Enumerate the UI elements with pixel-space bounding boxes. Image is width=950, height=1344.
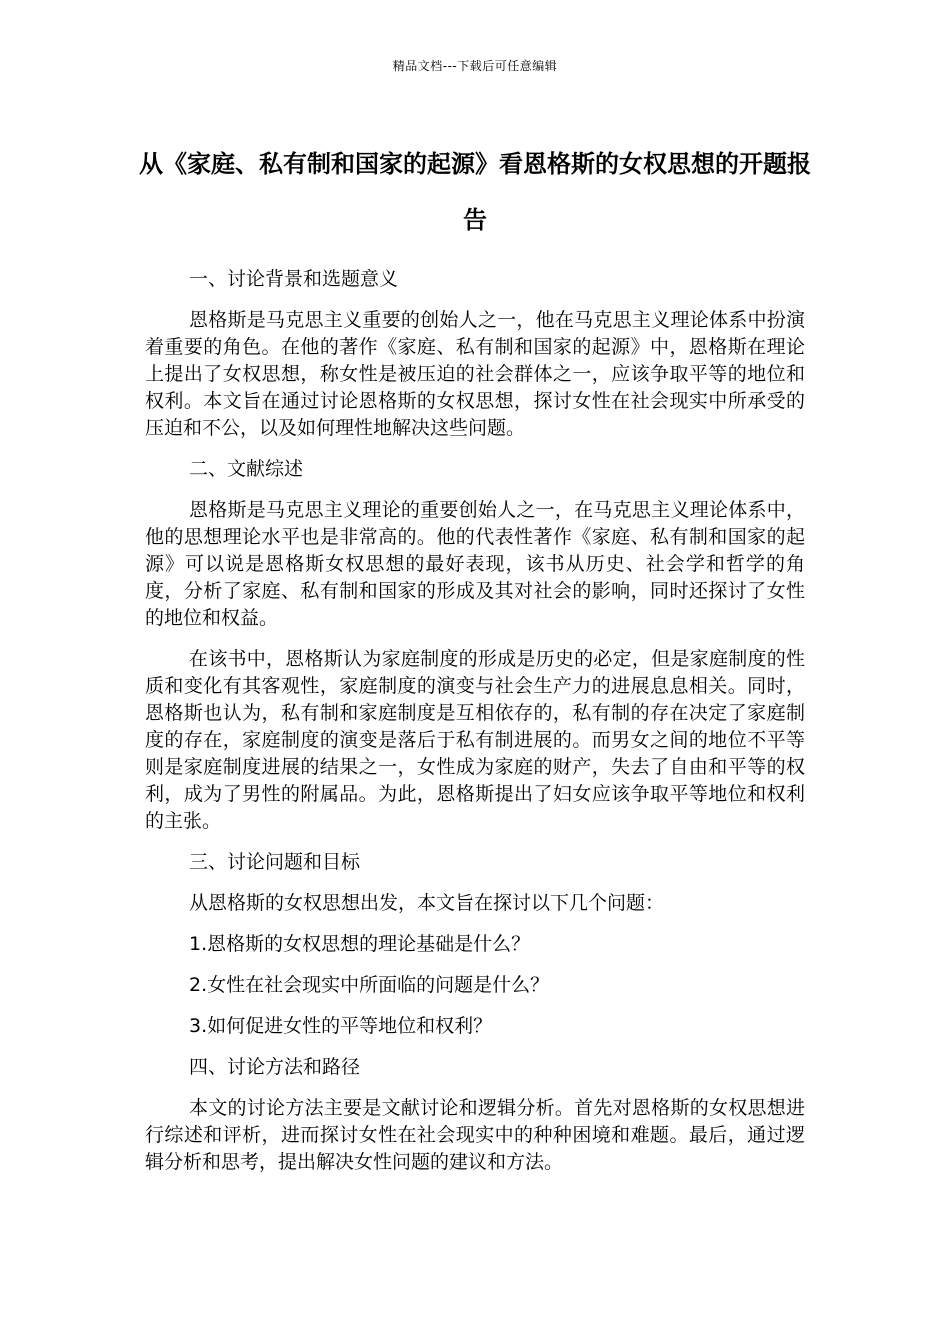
page-header: 精品文档---下载后可任意编辑 — [392, 59, 558, 73]
section-heading-literature-review: 二、文献综述 — [189, 458, 304, 480]
research-question-item: 2.女性在社会现实中所面临的问题是什么？ — [189, 974, 550, 996]
research-question-item: 1.恩格斯的女权思想的理论基础是什么？ — [189, 933, 531, 955]
section-heading-research-questions: 三、讨论问题和目标 — [189, 851, 361, 873]
document-title: 从《家庭、私有制和国家的起源》看恩格斯的女权思想的开题报告 — [139, 150, 811, 234]
paragraph-methods: 本文的讨论方法主要是文献讨论和逻辑分析。首先对恩格斯的女权思想进行综述和评析，进而探讨女性在社会现实中的种种困境和难题。最后，通过逻辑分析和思考，提出解决女性问题的建议和方法。 — [145, 1097, 805, 1173]
document-body — [145, 266, 805, 1190]
research-question-item: 3.如何促进女性的平等地位和权利？ — [189, 1015, 493, 1037]
section-heading-methods: 四、讨论方法和路径 — [189, 1056, 361, 1078]
research-questions-intro: 从恩格斯的女权思想出发，本文旨在探讨以下几个问题： — [189, 892, 665, 914]
paragraph-background: 恩格斯是马克思主义重要的创始人之一，他在马克思主义理论体系中扮演着重要的角色。在他的著作《家庭、私有制和国家的起源》中，恩格斯在理论上提出了女权思想，称女性是被压迫的社会群体之一，应该争取平等的地位和权利。本文旨在通过讨论恩格斯的女权思想，探讨女性在社会现实中所承受的压迫和不公，以及如何理性地解决这些问题。 — [145, 309, 805, 439]
paragraph-literature-review-2: 在该书中，恩格斯认为家庭制度的形成是历史的必定，但是家庭制度的性质和变化有其客观性，家庭制度的演变与社会生产力的进展息息相关。同时，恩格斯也认为，私有制和家庭制度是互相依存的，私有制的存在决定了家庭制度的存在，家庭制度的演变是落后于私有制进展的。而男女之间的地位不平等则是家庭制度进展的结果之一，女性成为家庭的财产，失去了自由和平等的权利，成为了男性的附属品。为此，恩格斯提出了妇女应该争取平等地位和权利的主张。 — [145, 648, 805, 832]
paragraph-literature-review-1: 恩格斯是马克思主义理论的重要创始人之一，在马克思主义理论体系中，他的思想理论水平也是非常高的。他的代表性著作《家庭、私有制和国家的起源》可以说是恩格斯女权思想的最好表现，该书从历史、社会学和哲学的角度，分析了家庭、私有制和国家的形成及其对社会的影响，同时还探讨了女性的地位和权益。 — [145, 499, 805, 629]
section-heading-background: 一、讨论背景和选题意义 — [189, 268, 399, 290]
